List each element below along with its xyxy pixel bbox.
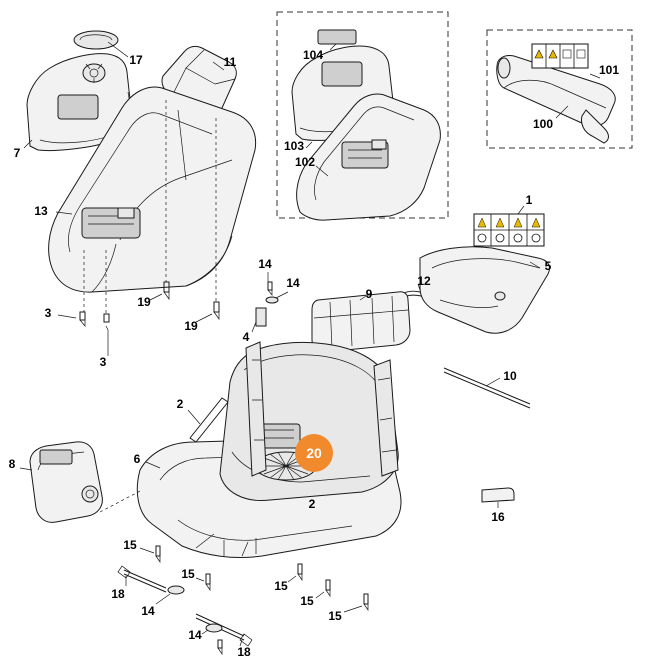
callout-103: 103 (283, 139, 305, 153)
callout-17: 17 (129, 53, 143, 67)
callout-3-a: 3 (44, 306, 52, 320)
callout-7: 7 (13, 146, 21, 160)
callout-19-a: 19 (137, 295, 151, 309)
callout-3-b: 3 (99, 355, 107, 369)
callout-12: 12 (417, 274, 431, 288)
callout-6: 6 (133, 452, 141, 466)
callout-2-a: 2 (176, 397, 184, 411)
callout-4: 4 (242, 330, 250, 344)
callout-101: 101 (598, 63, 620, 77)
callout-14-d: 14 (188, 628, 202, 642)
callout-15-e: 15 (328, 609, 342, 623)
callout-14-b: 14 (286, 276, 300, 290)
callout-9: 9 (365, 287, 373, 301)
callout-14-a: 14 (258, 257, 272, 271)
callout-13: 13 (34, 204, 48, 218)
callout-102: 102 (294, 155, 316, 169)
callout-104: 104 (302, 48, 324, 62)
callout-16: 16 (491, 510, 505, 524)
callout-14-c: 14 (141, 604, 155, 618)
callout-10: 10 (503, 369, 517, 383)
callout-100: 100 (532, 117, 554, 131)
callout-15-c: 15 (274, 579, 288, 593)
callout-15-a: 15 (123, 538, 137, 552)
callout-18-a: 18 (111, 587, 125, 601)
callout-8: 8 (8, 457, 16, 471)
highlighted-part-badge[interactable]: 20 (295, 434, 333, 472)
callout-11: 11 (223, 55, 237, 69)
callout-15-d: 15 (300, 594, 314, 608)
callout-18-b: 18 (237, 645, 251, 659)
callout-1: 1 (525, 193, 533, 207)
callout-5: 5 (544, 259, 552, 273)
callout-15-b: 15 (181, 567, 195, 581)
callout-19-b: 19 (184, 319, 198, 333)
callout-2-b: 2 (308, 497, 316, 511)
